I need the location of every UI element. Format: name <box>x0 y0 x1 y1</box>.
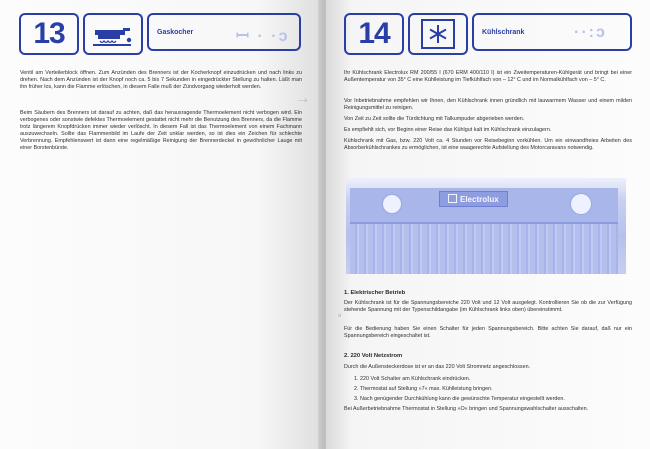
paragraph-9: Bei Außerbetriebnahme Thermostat in Stellung »O« bringen und Spannungswahlschalter ausschalten. <box>344 406 589 412</box>
thermostat-knob <box>382 194 402 214</box>
paragraph-2: Vor Inbetriebnahme empfehlen wir Ihnen, den Kühlschrank innen gründlich mit lauwarmem Wasser und einem milden Reinigungsmittel zu reinigen. <box>344 98 632 112</box>
list-item: 3. Nach genügender Durchkühlung kann die gewünschte Temperatur eingestellt werden. <box>354 396 565 402</box>
section-number-box <box>344 13 404 55</box>
section-title: Gaskocher <box>157 28 194 36</box>
brand-mark-icon <box>448 194 457 203</box>
list-item: 1. 220 Volt Schalter am Kühlschrank eindrücken. <box>354 376 471 382</box>
heading-220v: 2. 220 Volt Netzstrom <box>344 353 403 359</box>
switch-knob <box>570 193 592 215</box>
brand-text: Electrolux <box>460 195 499 204</box>
cooling-fins <box>350 224 618 274</box>
right-page <box>326 0 650 449</box>
snowflake-icon <box>408 13 468 55</box>
gas-stove-icon <box>83 13 143 55</box>
paragraph-5: Kühlschrank mit Gas, bzw. 220 Volt ca. 4 Stunden vor Reisebeginn vorkühlen. Um ein einwandfreies Arbeiten des Absorberkühlschrankes zu ermöglichen, ist eine waagerechte Aufstellung des Motorcaravans notwendig. <box>344 138 632 152</box>
heading-electric: 1. Elektrischer Betrieb <box>344 290 406 296</box>
section-number-box <box>19 13 79 55</box>
paragraph-3: Von Zeit zu Zeit sollte die Türdichtung mit Talkumpuder abgerieben werden. <box>344 116 525 122</box>
section-title-box <box>472 13 632 51</box>
header-ghost-text: ··:ɔ <box>574 24 607 41</box>
paragraph-4: Es empfiehlt sich, vor Beginn einer Reise das Kühlgut kalt im Kühlschrank einzulagern. <box>344 127 552 133</box>
paragraph-1: Ihr Kühlschrank Electrolux RM 200/55 I (670 ERM 400/110 I) ist ein Zweitemperaturen-Kühlgerät und bringt bei einer Außentemperatur von 35° C eine Kühlleistung im Tiefkühlfach von – 12° C und im Normalkühlfach von – 5° C. <box>344 70 632 84</box>
section-number: 14 <box>358 17 390 50</box>
margin-mark: ə <box>338 313 342 319</box>
list-item: 2. Thermostat auf Stellung »7« max. Kühlleistung bringen. <box>354 386 493 392</box>
paragraph-8: Durch die Außensteckerdose ist er an das 220 Volt Stromnetz angeschlossen. <box>344 364 531 370</box>
section-number: 13 <box>33 17 65 50</box>
paragraph-2: Beim Säubern des Brenners ist darauf zu achten, daß das herausragende Thermoelement nicht verbogen wird. Ein verbogenes oder sonstwie defektes Thermoelement gestattet nicht mehr die Benutzung des Brenners, da die Flamme trotz längerem Knopfdrücken immer wieder verlöscht. In diesem Fall ist das Thermoelement von einem Fachmann auszuwechseln. Sollte das Flammenbild im Laufe der Zeit unklar werden, so ist dies ein Zeichen für schlechte Verbrennung. Empfehlenswert ist dann eine regelmäßige Reinigung der Brennerdeckel in gewöhnlicher Lauge mit einer Borstenbürste. <box>20 110 302 152</box>
electrolux-logo <box>439 191 508 207</box>
left-page <box>0 0 322 449</box>
paragraph-6: Der Kühlschrank ist für die Spannungsbereiche 220 Volt und 12 Volt ausgelegt. Kontrollieren Sie ob die zur Verfügung stehende Spannung mit der Typenschildangabe (im Kühlschrank links oben) übereinstimmt. <box>344 300 632 314</box>
header-ghost-text: ꟷ · ·ɔ <box>236 28 290 45</box>
refrigerator-photo <box>346 178 626 274</box>
paragraph-1: Ventil am Verteilerblock öffnen. Zum Anzünden des Brenners ist der Kocherknopf einzudrücken und nach links zu drehen. Nach dem Anzünden ist der Knopf noch ca. 5 bis 7 Sekunden in eingedrückter Stellung zu halten. Läßt man ihn früher los, kann die Flamme erlöschen, in diesem Falle muß der Zündvorgang wiederholt werden. <box>20 70 302 91</box>
paragraph-7: Für die Bedienung haben Sie einen Schalter für jeden Spannungsbereich. Bitte achten Sie darauf, daß nur ein Spannungsbereich eingeschaltet ist. <box>344 326 632 340</box>
section-title: Kühlschrank <box>482 28 525 36</box>
margin-mark: —ə <box>298 98 308 104</box>
